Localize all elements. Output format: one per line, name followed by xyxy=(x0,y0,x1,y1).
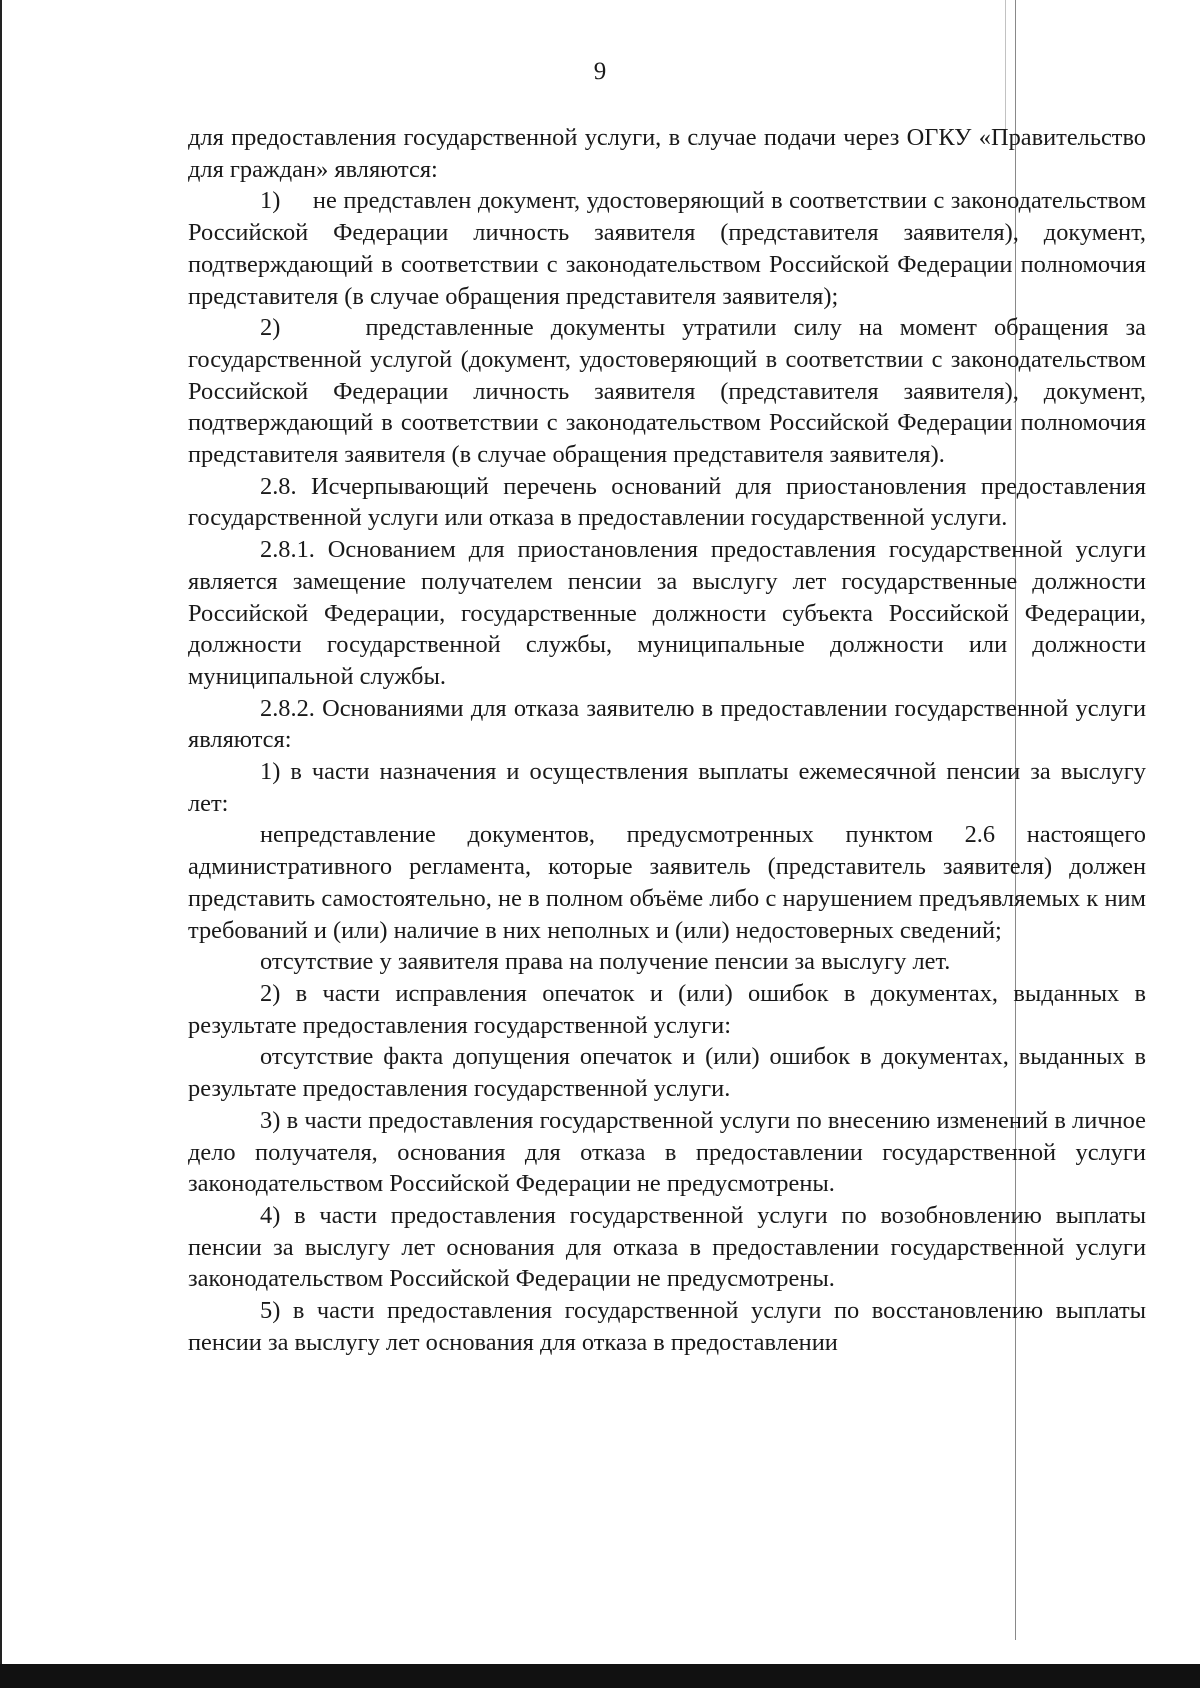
paragraph: 1) в части назначения и осуществления выплаты ежемесячной пенсии за выслугу лет: xyxy=(188,758,1146,817)
paragraph: 2) представленные документы утратили силу на момент обращения за государственной услугой (документ, удостоверяющий в соответствии с законодательством Российской Федерации личность заявителя (представителя заявителя), документ, подтверждающий в соответствии с законодательством Российской Федерации полномочия представителя заявителя (в случае обращения представителя заявителя). xyxy=(188,314,1146,469)
paragraph: 4) в части предоставления государственной услуги по возобновлению выплаты пенсии за выслугу лет основания для отказа в предоставлении государственной услуги законодательством Российской Федерации не предусмотрены. xyxy=(188,1201,1146,1293)
page-number: 9 xyxy=(593,58,607,85)
paragraph: 3) в части предоставления государственной услуги по внесению изменений в личное дело получателя, основания для отказа в предоставлении государственной услуги законодательством Российской Федерации не предусмотрены. xyxy=(188,1106,1146,1198)
paragraph: непредставление документов, предусмотренных пунктом 2.6 настоящего административного регламента, которые заявитель (представитель заявителя) должен представить самостоятельно, не в полном объёме либо с нарушением предъявляемых к ним требований и (или) наличие в них неполных и (или) недостоверных сведений; xyxy=(188,821,1146,944)
scan-bottom-edge xyxy=(0,1664,1200,1688)
paragraph: 5) в части предоставления государственной услуги по восстановлению выплаты пенсии за выслугу лет основания для отказа в предоставлении xyxy=(188,1297,1146,1356)
paragraph: 2.8.1. Основанием для приостановления предоставления государственной услуги является замещение получателем пенсии за выслугу лет государственные должности Российской Федерации, государственные должности субъекта Российской Федерации, должности государственной службы, муниципальные должности или должности муниципальной службы. xyxy=(188,536,1146,690)
scan-left-edge xyxy=(0,0,2,1688)
paragraph: 1) не представлен документ, удостоверяющий в соответствии с законодательством Российской Федерации личность заявителя (представителя заявителя), документ, подтверждающий в соответствии с законодательством Российской Федерации полномочия представителя (в случае обращения представителя заявителя); xyxy=(188,187,1146,310)
paragraph: для предоставления государственной услуги, в случае подачи через ОГКУ «Правительство для граждан» являются: xyxy=(188,124,1146,183)
paragraph: отсутствие факта допущения опечаток и (или) ошибок в документах, выданных в результате предоставления государственной услуги. xyxy=(188,1043,1146,1103)
paragraph: 2.8.2. Основаниями для отказа заявителю в предоставлении государственной услуги являются: xyxy=(188,694,1146,754)
paragraph: 2.8. Исчерпывающий перечень оснований для приостановления предоставления государственной услуги или отказа в предоставлении государственной услуги. xyxy=(188,472,1146,532)
paragraph: отсутствие у заявителя права на получение пенсии за выслугу лет. xyxy=(260,948,951,976)
document-body xyxy=(188,122,1146,1358)
paragraph: 2) в части исправления опечаток и (или) ошибок в документах, выданных в результате предоставления государственной услуги: xyxy=(188,979,1146,1039)
